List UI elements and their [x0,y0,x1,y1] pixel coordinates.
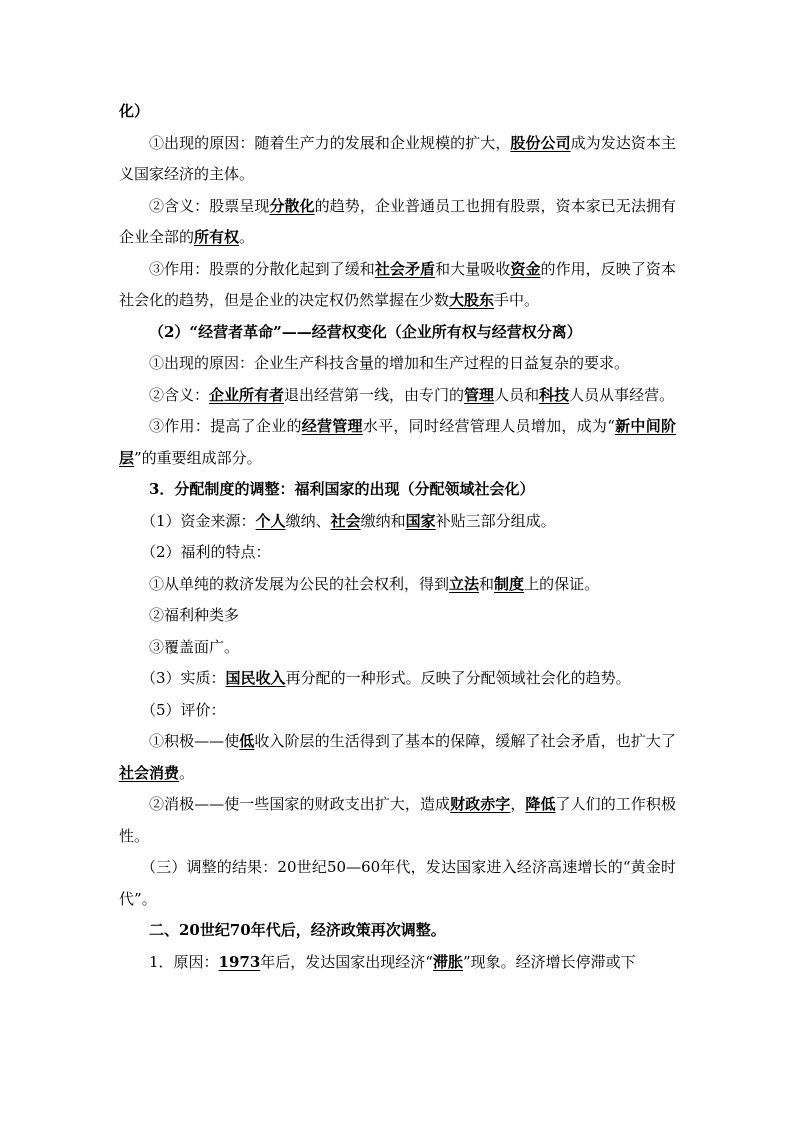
text-run: 收入阶层的生活得到了基本的保障，缓解了社会矛盾，也扩大了 [254,732,676,750]
text-run: （3）实质： [141,669,226,687]
text-run: 手中。 [494,291,540,309]
text-run: 人员从事经营。 [569,385,675,404]
text-run: 的作用，反映了资本社会化的趋势，但是企业的决定权仍然掌握在少数 [119,259,676,309]
text-run: ①积极——使 [149,732,240,750]
text-run: 人员和 [494,385,540,404]
para-l18 [119,852,676,915]
text-run: 再分配的一种形式。反映了分配领域社会化的趋势。 [285,669,631,687]
para-l6 [119,380,676,412]
text-run: 1．原因： [149,952,219,971]
text-run: ①从单纯的救济发展为公民的社会权利，得到 [149,574,450,593]
key-term: 社会 [330,511,361,530]
para-l13 [119,632,676,664]
key-term: 社会消费 [119,763,180,782]
text-run: ②含义：股票呈现 [149,196,270,215]
text-run: 3．分配制度的调整：福利国家的出现（分配领域社会化） [149,480,535,498]
text-run: 和 [479,574,495,593]
text-run: 缴纳和 [360,511,406,530]
key-term: 立法 [449,574,480,593]
text-run: ， [510,795,526,813]
heading-distribution-system [119,474,676,506]
text-run: （三）调整的结果：20世纪50—60年代，发达国家进入经济高速增长的“黄金时代”。 [119,858,676,908]
para-l11 [119,569,676,601]
text-run: ③作用：股票的分散化起到了缓和 [149,259,375,278]
para-l15 [119,695,676,727]
key-term: 股份公司 [510,133,571,152]
text-run: 了人们的工作积极性。 [119,795,676,845]
para-l1 [119,128,676,191]
text-run: 上的保证。 [524,574,600,593]
text-run: ”现象。经济增长停滞或下 [462,952,636,971]
text-run: ③作用：提高了企业的 [149,417,302,435]
key-term: 企业所有者 [209,385,285,404]
para-l0 [119,96,676,128]
key-term: 管理 [464,385,495,404]
text-run: ②消极——使一些国家的财政支出扩大，造成 [149,795,451,813]
key-term: 资金 [510,259,541,278]
text-run: ①出现的原因：企业生产科技含量的增加和生产过程的日益复杂的要求。 [149,354,630,372]
heading-section-two [119,915,676,947]
key-term: 大股东 [449,291,495,309]
para-l7 [119,411,676,474]
para-l12 [119,600,676,632]
key-term: 低 [239,732,255,750]
text-run: 年后，发达国家出现经济“ [260,952,433,971]
document-page [119,96,676,978]
para-l10 [119,537,676,569]
key-term: 所有权 [194,228,240,246]
text-run: 。 [179,763,195,782]
key-term: 经营管理 [301,417,363,435]
para-l2 [119,191,676,254]
text-run: 补贴三部分组成。 [435,511,556,530]
key-term: 制度 [494,574,525,593]
key-term: 国民收入 [225,669,286,687]
para-l17 [119,789,676,852]
text-run: （1）资金来源： [141,511,256,530]
text-run: 退出经营第一线，由专门的 [284,385,465,404]
para-l3 [119,254,676,317]
text-run: 成为发达资本主义国家经济的主体。 [119,133,676,183]
key-term: 新中间阶层 [119,417,676,467]
text-run: ③覆盖面广。 [149,637,240,656]
text-run: 水平，同时经营管理人员增加，成为“ [362,417,615,435]
text-run: ②福利种类多 [149,606,240,624]
text-run: 二、20世纪70年代后，经济政策再次调整。 [149,921,446,939]
text-run: 缴纳、 [285,511,331,530]
text-run: ”的重要组成部分。 [134,448,262,467]
text-run: 和大量吸收 [435,259,511,278]
text-run: ①出现的原因：随着生产力的发展和企业规模的扩大， [149,133,511,152]
text-run: 化） [119,102,150,120]
para-l14 [119,663,676,695]
key-term: 个人 [255,511,286,530]
key-term: 国家 [405,511,436,530]
key-term: 分散化 [269,196,315,215]
text-run: ②含义： [149,385,210,404]
key-term: 科技 [539,385,570,404]
key-term: 财政赤字 [450,795,511,813]
key-term: 降低 [525,795,556,813]
text-run: （5）评价： [141,700,226,719]
heading-management-revolution [119,317,676,349]
para-l16 [119,726,676,789]
key-term: 1973 [218,952,261,971]
text-run: （2）“经营者革命”——经营权变化（企业所有权与经营权分离） [149,322,582,341]
text-run: 的趋势，企业普通员工也拥有股票，资本家已无法拥有企业全部的 [119,196,676,246]
text-run: 。 [239,228,255,246]
text-run: （2）福利的特点： [141,543,271,561]
key-term: 社会矛盾 [374,259,436,278]
para-l20 [119,947,676,979]
para-l5 [119,348,676,380]
key-term: 滞胀 [432,952,463,971]
para-l9 [119,506,676,538]
